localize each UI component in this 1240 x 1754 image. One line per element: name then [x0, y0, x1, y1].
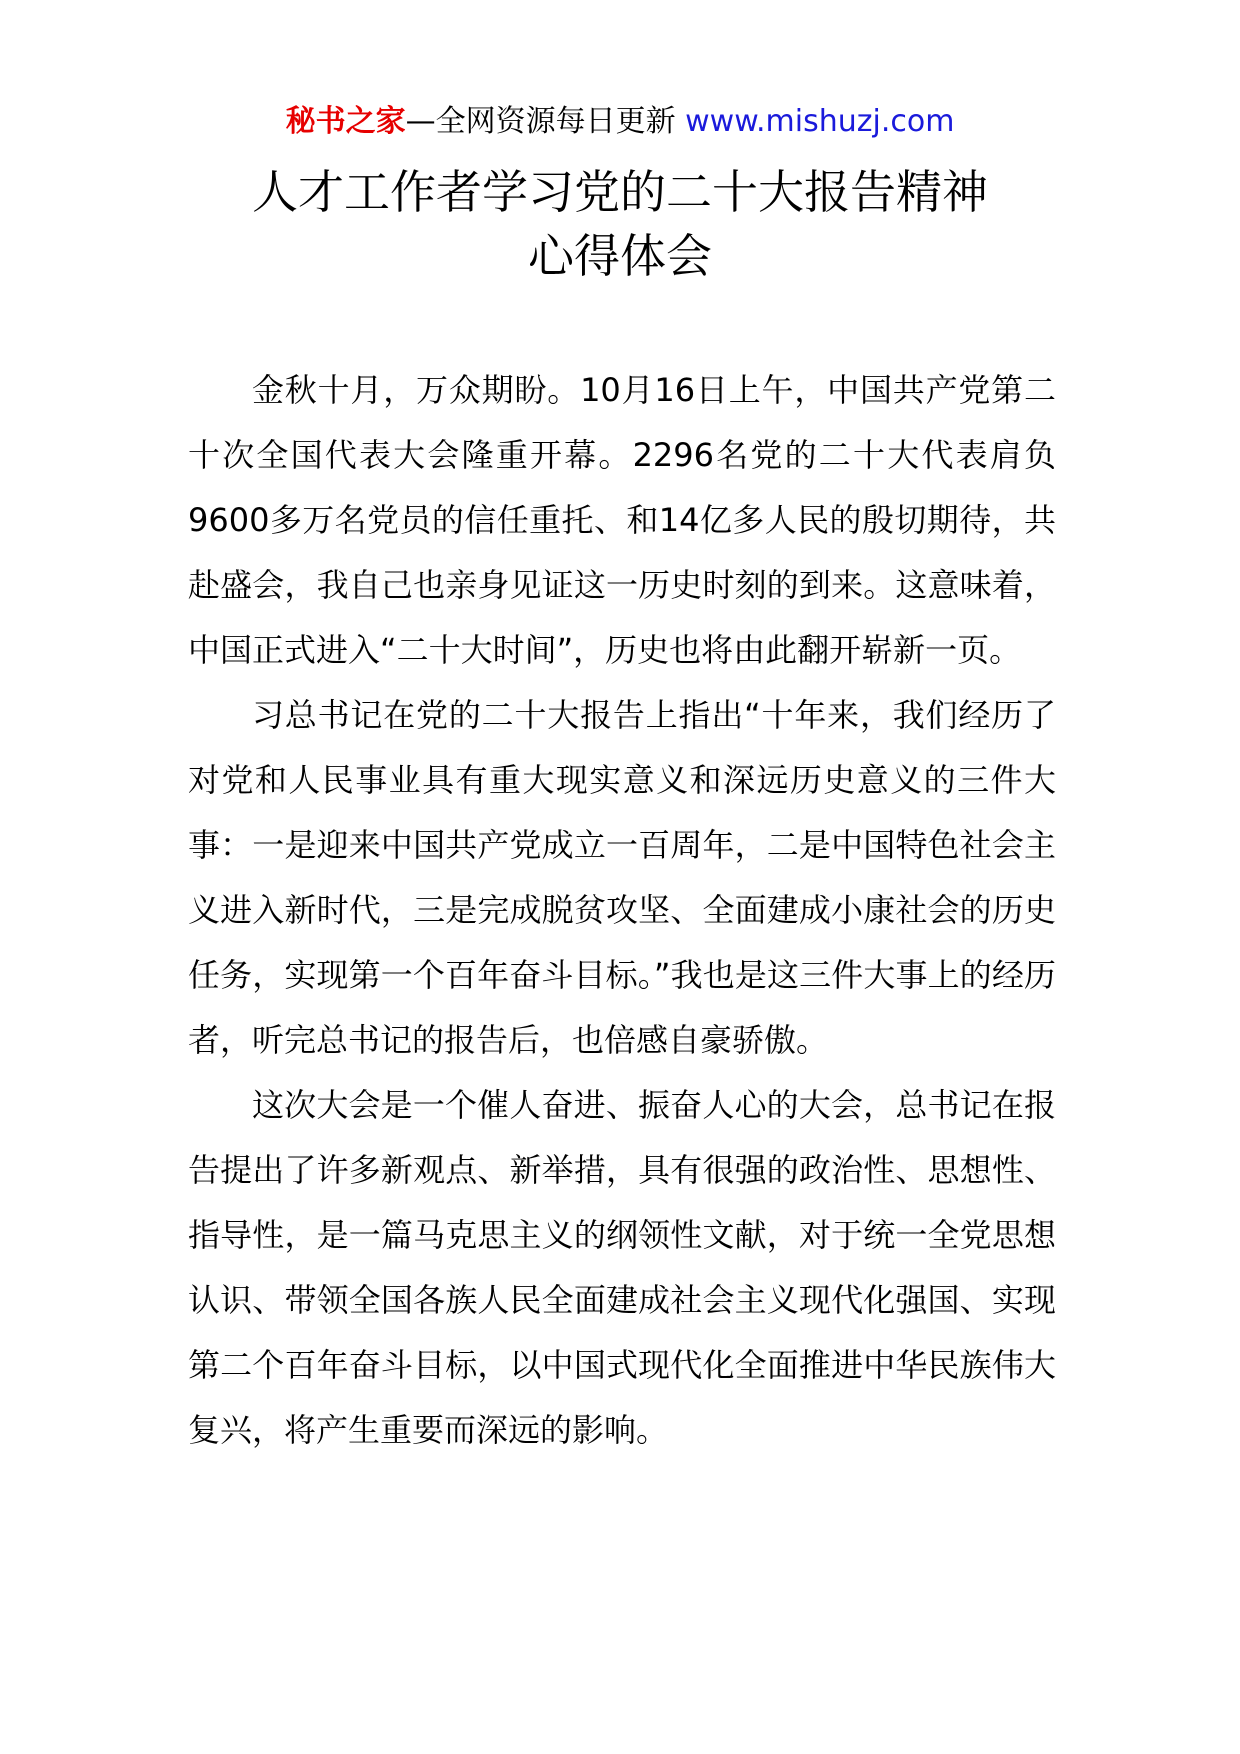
paragraph-3: 这次大会是一个催人奋进、振奋人心的大会，总书记在报告提出了许多新观点、新举措，具有很强的政治性、思想性、指导性，是一篇马克思主义的纲领性文献，对于统一全党思想认识、带领全国各族人民全面建成社会主义现代化强国、实现第二个百年奋斗目标，以中国式现代化全面推进中华民族伟大复兴，将产生重要而深远的影响。 — [188, 1086, 1056, 1449]
site-url-link[interactable]: www.mishuzj.com — [685, 104, 955, 139]
title-line-1: 人才工作者学习党的二十大报告精神 — [252, 165, 988, 219]
header-banner — [0, 100, 1240, 144]
document-title — [0, 160, 1240, 288]
document-body — [188, 358, 1056, 1463]
title-line-2: 心得体会 — [528, 229, 712, 283]
header-tagline: —全网资源每日更新 — [405, 104, 686, 139]
brand-name: 秘书之家 — [285, 104, 406, 139]
paragraph-2: 习总书记在党的二十大报告上指出“十年来，我们经历了对党和人民事业具有重大现实意义和深远历史意义的三件大事：一是迎来中国共产党成立一百周年，二是中国特色社会主义进入新时代，三是完成脱贫攻坚、全面建成小康社会的历史任务，实现第一个百年奋斗目标。”我也是这三件大事上的经历者，听完总书记的报告后，也倍感自豪骄傲。 — [188, 696, 1056, 1059]
paragraph-1: 金秋十月，万众期盼。10月16日上午，中国共产党第二十次全国代表大会隆重开幕。2296名党的二十大代表肩负9600多万名党员的信任重托、和14亿多人民的殷切期待，共赴盛会，我自己也亲身见证这一历史时刻的到来。这意味着，中国正式进入“二十大时间”，历史也将由此翻开崭新一页。 — [188, 371, 1056, 669]
